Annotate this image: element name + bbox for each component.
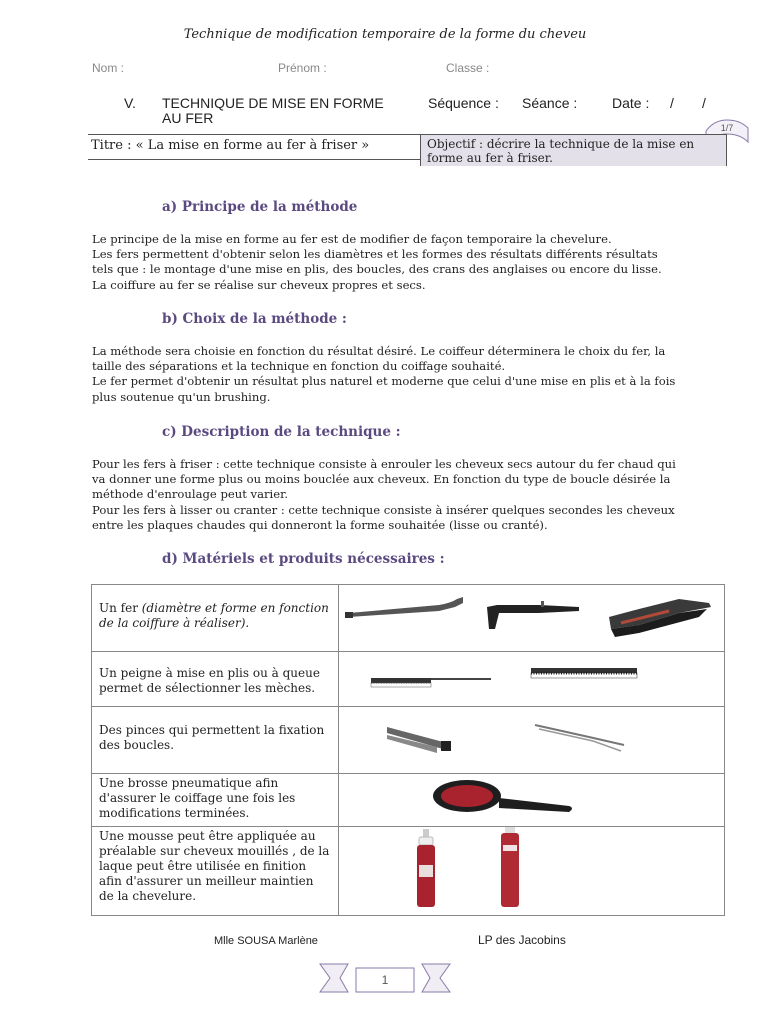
text-line: entre les plaques chaudes qui donneront la forme souhaitée (lisse ou cranté). [92,517,548,532]
text-line: La méthode sera choisie en fonction du résultat désiré. Le coiffeur déterminera le choix du fer, la [92,344,666,358]
combs-illustration [339,652,724,702]
text-line: Le principe de la mise en forme au fer est de modifier de façon temporaire la chevelure. [92,232,612,246]
brush-icon [433,780,572,812]
text-line: taille des séparations et la technique en fonction du coiffage souhaité. [92,359,506,374]
date-slash-1: / [670,95,674,111]
marcel-iron-icon [487,601,579,629]
materials-label-mousse: Une mousse peut être appliquée au préalable sur cheveux mouillés , de la laque peut être utilisée en finition afin d'assurer un meilleur maintien de la chevelure. [92,827,339,916]
clip-icon [387,727,451,753]
materials-label-pinces: Des pinces qui permettent la fixation des boucles. [92,707,339,774]
materials-label-fer [92,585,339,652]
footer-author: Mlle SOUSA Marlène [214,935,318,947]
text-line: Pour les fers à lisser ou cranter : cette technique consiste à insérer quelques secondes les cheveux [92,502,675,517]
section-title [162,95,412,126]
curling-iron-icon [345,597,463,618]
materials-image-produits [339,827,725,916]
nom-label: Nom : [92,61,125,75]
materials-label-peigne: Un peigne à mise en plis ou à queue permet de sélectionner les mèches. [92,652,339,707]
materials-image-fers [339,585,725,652]
paragraph-choix [92,344,692,405]
text-line: Les fers permettent d'obtenir selon les diamètres et les formes des résultats différents résultats [92,247,658,262]
document-title: Technique de modification temporaire de la forme du cheveu [183,27,587,42]
section-number: V. [124,95,136,111]
mousse-can-icon [417,829,435,907]
materials-label-brosse: Une brosse pneumatique afin d'assurer le coiffage une fois les modifications terminées. [92,774,339,827]
text-line: Le fer permet d'obtenir un résultat plus naturel et moderne que celui d'une mise en plis et à la fois [92,374,676,389]
date-slash-2: / [702,95,706,111]
table-row [92,774,725,827]
text-line: va donner une forme plus ou moins bouclée aux cheveux. En fonction du type de boucle désirée la [92,472,671,487]
hairspray-can-icon [501,827,519,907]
text-line: Pour les fers à friser : cette technique consiste à enrouler les cheveux secs autour du fer chaud qui [92,457,676,471]
date-label: Date : [612,95,650,111]
clips-illustration [339,707,724,769]
table-row [92,827,725,916]
prenom-label: Prénom : [278,61,327,75]
table-row [92,652,725,707]
text-line: tels que : le montage d'une mise en plis, des boucles, des crans des anglaises ou encore du lisse. [92,262,662,277]
section-title-line1: TECHNIQUE DE MISE EN FORME [162,95,384,111]
heading-principe: a) Principe de la méthode [162,199,358,215]
flat-iron-icon [609,599,711,637]
heading-choix: b) Choix de la méthode : [162,311,347,327]
products-illustration [339,827,724,911]
page-number: 1 [381,973,389,987]
section-title-line2: AU FER [162,110,214,126]
text-line: plus soutenue qu'un brushing. [92,389,271,404]
tail-comb-icon [371,678,491,687]
text-line: méthode d'enroulage peut varier. [92,487,289,502]
titre: Titre : « La mise en forme au fer à friser » [88,134,420,160]
curling-irons-illustration [339,585,724,647]
table-row [92,707,725,774]
footer-school: LP des Jacobins [478,933,566,947]
materials-image-brosse [339,774,725,827]
classe-label: Classe : [446,61,490,75]
brush-illustration [339,774,724,822]
fer-italic-note: (diamètre et forme en fonction de la coiffure à réaliser). [99,601,329,630]
table-row [92,585,725,652]
materials-table [91,584,725,916]
materials-image-peignes [339,652,725,707]
paragraph-principe [92,232,692,293]
page-of-text: 1/7 [720,123,734,133]
materials-image-pinces [339,707,725,774]
sequence-label: Séquence : [428,95,499,111]
heading-materiels: d) Matériels et produits nécessaires : [162,551,445,567]
objectif: Objectif : décrire la technique de la mise en forme au fer à friser. [420,134,727,166]
heading-description: c) Description de la technique : [162,424,401,440]
text-line: La coiffure au fer se réalise sur cheveux propres et secs. [92,277,426,292]
fer-text: Un fer [99,601,142,615]
seance-label: Séance : [522,95,578,111]
hairpin-icon [535,725,624,751]
comb-icon [531,668,637,678]
paragraph-description [92,457,692,533]
page-number-banner [318,960,452,998]
